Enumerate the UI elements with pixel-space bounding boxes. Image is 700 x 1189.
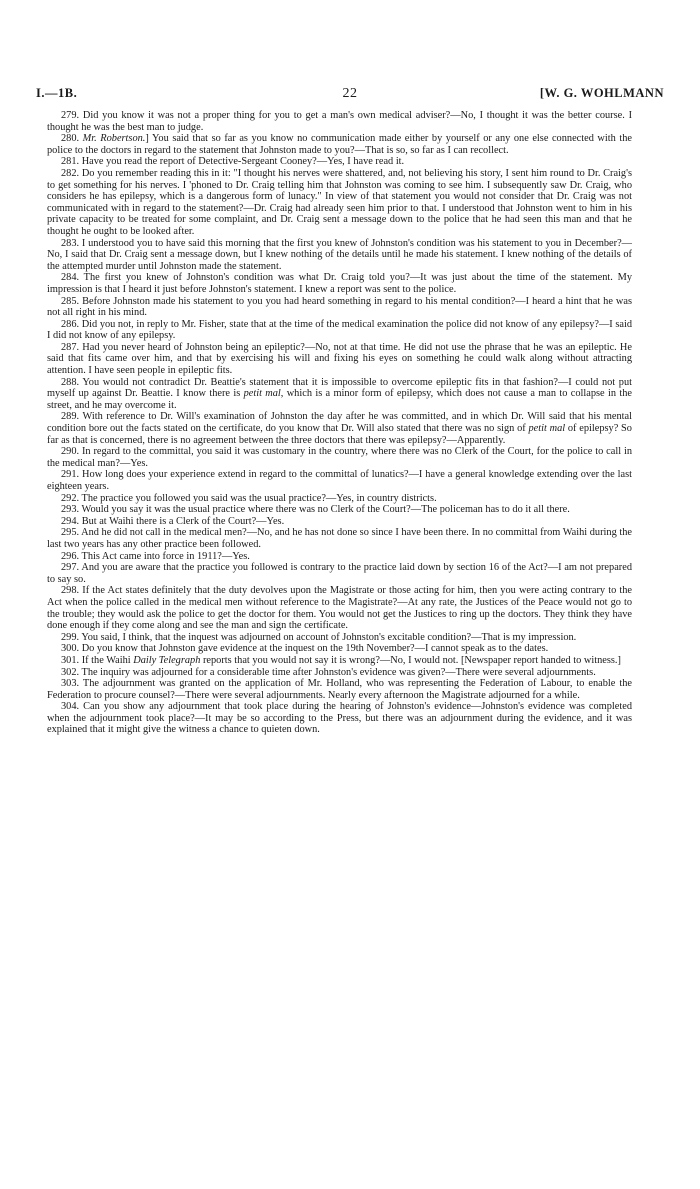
italic-text: petit mal bbox=[528, 423, 566, 435]
question-number: 304. bbox=[61, 701, 84, 713]
question-number: 291. bbox=[61, 469, 83, 481]
paragraph-text: You said, I think, that the inquest was adjourned on account of Johnston's excitable condition?—That is my impression. bbox=[81, 631, 577, 643]
paragraph-text: You would not contradict Dr. Beattie's statement that it is impossible to overcome epileptic fits in that fashion?—I could not put myself up against Dr. Beattie. I know there is bbox=[47, 376, 632, 400]
question-number: 279. bbox=[61, 110, 83, 121]
italic-text: Daily Telegraph bbox=[133, 654, 201, 666]
question-paragraph bbox=[47, 110, 632, 133]
question-number: 298. bbox=[61, 585, 83, 597]
paragraph-text: The first you knew of Johnston's condition was what Dr. Craig told you?—It was just about the time of the statement. My impression is that I heard it just before Johnston's statement. I knew a report was sent to the police. bbox=[47, 272, 632, 295]
question-number: 300. bbox=[61, 643, 82, 655]
question-number: 287. bbox=[61, 341, 83, 353]
paragraph-text: Had you never heard of Johnston being an epileptic?—No, not at that time. He did not use the phrase that he was an epileptic. He said that fits came over him, and that by exercising his will and fixing his eyes on something he could walk along without attracting attention. I have seen people in epileptic fits. bbox=[47, 341, 632, 377]
question-number: 289. bbox=[61, 411, 83, 423]
question-paragraph bbox=[47, 469, 632, 492]
question-paragraph bbox=[47, 551, 632, 563]
question-number: 284. bbox=[61, 272, 84, 284]
paragraph-text: Did you know it was not a proper thing for you to get a man's own medical adviser?—No, I thought it was the better course. I thought he was the best man to judge. bbox=[47, 110, 633, 133]
question-paragraph bbox=[47, 655, 632, 667]
paragraph-text: Do you remember reading this in it: "I thought his nerves were shattered, and, not believing his story, I sent him round to Dr. Craig's to get something for his nerves. I 'phoned to Dr. Craig telling him that Johnston was coming to see him. I subsequently saw Dr. Craig, who considers he has epilepsy, which is a dangerous form of lunacy." In view of that statement you would not consider that Dr. Craig was not communicated with in regard to the statement?—Dr. Craig had already seen him prior to that. I understood that Johnston went to him in his private capacity to be treated for some complaint, and Dr. Craig sent a message down to the police that he had seen this man and that he thought he ought to be looked after. bbox=[47, 167, 632, 237]
paragraph-text: Before Johnston made his statement to you you had heard something in regard to his mental condition?—I heard a hint that he was not all right in his mind. bbox=[47, 295, 633, 319]
italic-text: petit mal bbox=[243, 388, 281, 400]
question-paragraph bbox=[47, 516, 632, 528]
question-paragraph bbox=[47, 342, 632, 377]
paragraph-text: ] You said that so far as you know no communication made either by yourself or any one else connected with the police to the doctors in regard to the statement that Johnston made to you?—That is so, so far as I can recollect. bbox=[47, 133, 632, 156]
paper-reference: I.—1B. bbox=[36, 86, 78, 100]
question-paragraph bbox=[47, 411, 632, 446]
paragraph-text: The inquiry was adjourned for a considerable time after Johnston's evidence was given?—There were several adjournments. bbox=[81, 666, 596, 678]
question-paragraph bbox=[47, 272, 632, 295]
paragraph-text: Have you read the report of Detective-Sergeant Cooney?—Yes, I have read it. bbox=[81, 156, 405, 168]
question-paragraph bbox=[47, 319, 632, 342]
paragraph-text: Would you say it was the usual practice where there was no Clerk of the Court?—The policeman has to do it all there. bbox=[81, 504, 570, 516]
paragraph-text: If the Waihi bbox=[81, 654, 134, 666]
witness-name: [W. G. WOHLMANN bbox=[539, 86, 664, 100]
question-number: 296. bbox=[61, 550, 82, 562]
question-paragraph bbox=[47, 504, 632, 516]
question-number: 302. bbox=[61, 666, 82, 678]
question-number: 301. bbox=[61, 654, 82, 666]
question-paragraph bbox=[47, 701, 632, 736]
question-paragraph bbox=[47, 527, 632, 550]
question-number: 283. bbox=[61, 237, 82, 249]
paragraph-text: Do you know that Johnston gave evidence at the inquest on the 19th November?—I cannot speak as to the dates. bbox=[81, 643, 549, 655]
question-number: 293. bbox=[61, 504, 82, 516]
page-number: 22 bbox=[342, 86, 358, 101]
question-number: 288. bbox=[61, 376, 83, 388]
paragraph-text: How long does your experience extend in regard to the committal of lunatics?—I have a general knowledge extending over the last eighteen years. bbox=[47, 469, 632, 492]
question-number: 303. bbox=[61, 678, 83, 690]
question-number: 292. bbox=[61, 492, 82, 504]
question-number: 281. bbox=[61, 156, 82, 168]
question-paragraph bbox=[47, 156, 632, 168]
question-paragraph bbox=[47, 493, 632, 505]
paragraph-text: I understood you to have said this morning that the first you knew of Johnston's condition was his statement to you in December?—No, I said that Dr. Craig sent a message down, but I knew nothing of the details until he made his statement. I knew nothing of the details of the attempted murder until Johnston made the statement. bbox=[47, 237, 633, 272]
question-paragraph bbox=[47, 238, 632, 273]
paragraph-text: This Act came into force in 1911?—Yes. bbox=[81, 550, 250, 562]
question-paragraph bbox=[47, 168, 632, 238]
paragraph-text: The practice you followed you said was the usual practice?—Yes, in country districts. bbox=[81, 492, 437, 504]
paragraph-text: of epilepsy? So far as that is concerned, there is no agreement between the three doctors that there was epilepsy?—Apparently. bbox=[47, 423, 632, 446]
paragraph-text: The adjournment was granted on the application of Mr. Holland, who was representing the Federation of Labour, to enable the Federation to procure counsel?—There were several adjournments. Nearly every afternoon the Magistrate adjourned for a while. bbox=[47, 678, 632, 701]
evidence-body bbox=[47, 110, 632, 736]
paragraph-text: Did you not, in reply to Mr. Fisher, state that at the time of the medical examination the police did not know of any epilepsy?—I said I did not know of any epilepsy. bbox=[47, 318, 632, 342]
paragraph-text: With reference to Dr. Will's examination of Johnston the day after he was committed, and in which Dr. Will said that his mental condition bore out the facts stated on the certificate, do you know that Dr. Will also stated that there was no sign of bbox=[47, 411, 632, 435]
italic-text: Mr. Robertson. bbox=[82, 133, 146, 145]
question-paragraph bbox=[47, 678, 632, 701]
paragraph-text: And you are aware that the practice you followed is contrary to the practice laid down by section 16 of the Act?—I am not prepared to say so. bbox=[47, 562, 632, 585]
question-paragraph bbox=[47, 133, 632, 156]
question-paragraph bbox=[47, 585, 632, 631]
paragraph-text: reports that you would not say it is wrong?—No, I would not. [Newspaper report handed to witness.] bbox=[200, 654, 621, 666]
paragraph-text: But at Waihi there is a Clerk of the Court?—Yes. bbox=[81, 515, 285, 527]
question-paragraph bbox=[47, 632, 632, 644]
paragraph-text: , which is a minor form of epilepsy, which does not cause a man to collapse in the street, and he may overcome it. bbox=[47, 388, 632, 411]
question-number: 297. bbox=[61, 562, 82, 574]
paragraph-text: And he did not call in the medical men?—No, and he has not done so since I have been there. In no committal from Waihi during the last two years has any other practice been followed. bbox=[47, 527, 632, 550]
question-paragraph bbox=[47, 643, 632, 655]
question-paragraph bbox=[47, 667, 632, 679]
question-number: 295. bbox=[61, 527, 82, 539]
question-number: 299. bbox=[61, 631, 82, 643]
question-paragraph bbox=[47, 562, 632, 585]
question-number: 280. bbox=[61, 133, 83, 145]
paragraph-text: Can you show any adjournment that took place during the hearing of Johnston's evidence—Johnston's evidence was completed when the adjournment took place?—It may be so according to the Press, but there was an adjournment during the evidence, and it was explained that it might give the witness a chance to quieten down. bbox=[47, 701, 633, 736]
question-paragraph bbox=[47, 296, 632, 319]
question-number: 286. bbox=[61, 318, 82, 330]
question-paragraph bbox=[47, 446, 632, 469]
paragraph-text: If the Act states definitely that the duty devolves upon the Magistrate or those acting for him, then you were acting contrary to the Act when the police called in the medical men without reference to the Magistrate?—At any rate, the Justices of the Peace would not go to the trouble; they would ask the police to get the doctor for them. You would not get the Justices to ring up the doctors. They think they have done enough if they come along and see the man and sign the certificate. bbox=[47, 585, 633, 632]
page-header bbox=[36, 86, 664, 106]
paragraph-text: In regard to the committal, you said it was customary in the country, where there was no Clerk of the Court, for the police to call in the medical man?—Yes. bbox=[47, 446, 633, 469]
question-number: 285. bbox=[61, 295, 83, 307]
question-number: 290. bbox=[61, 446, 82, 458]
question-number: 282. bbox=[61, 167, 82, 179]
question-number: 294. bbox=[61, 515, 82, 527]
question-paragraph bbox=[47, 377, 632, 412]
